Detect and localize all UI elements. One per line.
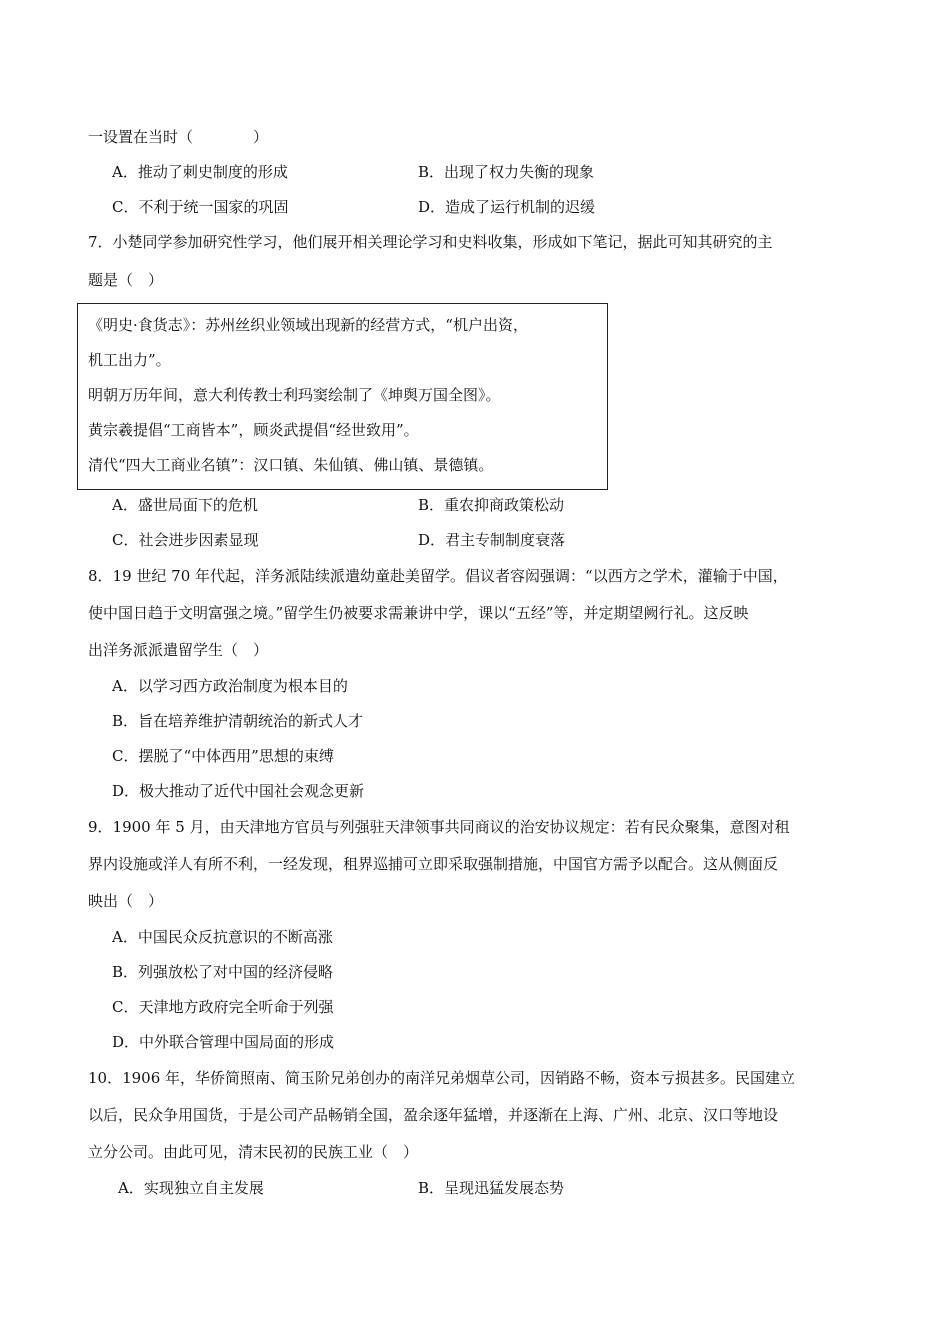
- q7-option-b: B．重农抑商政策松动: [418, 496, 565, 514]
- q9-option-b: B．列强放松了对中国的经济侵略: [112, 963, 334, 981]
- q8-stem-line2: 使中国日趋于文明富强之境。”留学生仍被要求需兼讲中学，课以“五经”等，并定期望阙行礼。这反映: [88, 604, 749, 622]
- q10-stem-line3: 立分公司。由此可见，清末民初的民族工业（ ）: [88, 1143, 419, 1161]
- q8-option-c: C．摆脱了“中体西用”思想的束缚: [112, 747, 334, 765]
- q6-option-d: D．造成了运行机制的迟缓: [418, 198, 596, 216]
- q8-option-d: D．极大推动了近代中国社会观念更新: [112, 782, 365, 800]
- q6-stem-tail: 一设置在当时（ ）: [88, 128, 269, 146]
- q6-option-a: A．推动了刺史制度的形成: [112, 163, 288, 181]
- q10-option-b: B．呈现迅猛发展态势: [418, 1179, 565, 1197]
- q8-stem-line1: 8．19 世纪 70 年代起，洋务派陆续派遣幼童赴美留学。倡议者容闳强调：“以西方之学术，灌输于中国，: [88, 567, 788, 585]
- q9-stem-line1: 9．1900 年 5 月，由天津地方官员与列强驻天津领事共同商议的治安协议规定：若有民众聚集，意图对租: [88, 818, 790, 836]
- q9-option-d: D．中外联合管理中国局面的形成: [112, 1033, 335, 1051]
- q7-option-a: A．盛世局面下的危机: [112, 496, 258, 514]
- q7-note-3: 明朝万历年间，意大利传教士利玛窦绘制了《坤舆万国全图》。: [88, 386, 501, 404]
- q9-stem-line3: 映出（ ）: [88, 892, 164, 910]
- q7-note-4: 黄宗羲提倡“工商皆本”，顾炎武提倡“经世致用”。: [88, 421, 419, 439]
- q7-note-2: 机工出力”。: [88, 351, 171, 369]
- q9-stem-line2: 界内设施或洋人有所不利，一经发现，租界巡捕可立即采取强制措施，中国官方需予以配合。这从侧面反: [88, 855, 779, 873]
- q9-option-a: A．中国民众反抗意识的不断高涨: [112, 928, 333, 946]
- q7-option-c: C．社会进步因素显现: [112, 531, 259, 549]
- q7-stem-line2: 题是（ ）: [88, 271, 164, 289]
- q8-stem-line3: 出洋务派派遣留学生（ ）: [88, 641, 269, 659]
- q7-notes-box: [77, 303, 608, 490]
- q7-stem-line1: 7．小楚同学参加研究性学习，他们展开相关理论学习和史料收集，形成如下笔记，据此可知其研究的主: [88, 233, 773, 251]
- q10-stem-line1: 10．1906 年，华侨简照南、简玉阶兄弟创办的南洋兄弟烟草公司，因销路不畅，资本亏损甚多。民国建立: [88, 1069, 796, 1087]
- q10-stem-line2: 以后，民众争用国货，于是公司产品畅销全国，盈余逐年猛增，并逐渐在上海、广州、北京、汉口等地设: [88, 1106, 779, 1124]
- q7-note-1: 《明史·食货志》：苏州丝织业领域出现新的经营方式，“机户出资，: [88, 316, 528, 334]
- q10-option-a: A．实现独立自主发展: [118, 1179, 264, 1197]
- q7-note-5: 清代“四大工商业名镇”：汉口镇、朱仙镇、佛山镇、景德镇。: [88, 456, 494, 474]
- q6-option-c: C．不利于统一国家的巩固: [112, 198, 289, 216]
- q6-option-b: B．出现了权力失衡的现象: [418, 163, 595, 181]
- q9-option-c: C．天津地方政府完全听命于列强: [112, 998, 334, 1016]
- q8-option-b: B．旨在培养维护清朝统治的新式人才: [112, 712, 364, 730]
- q7-option-d: D．君主专制制度衰落: [418, 531, 566, 549]
- q8-option-a: A．以学习西方政治制度为根本目的: [112, 677, 348, 695]
